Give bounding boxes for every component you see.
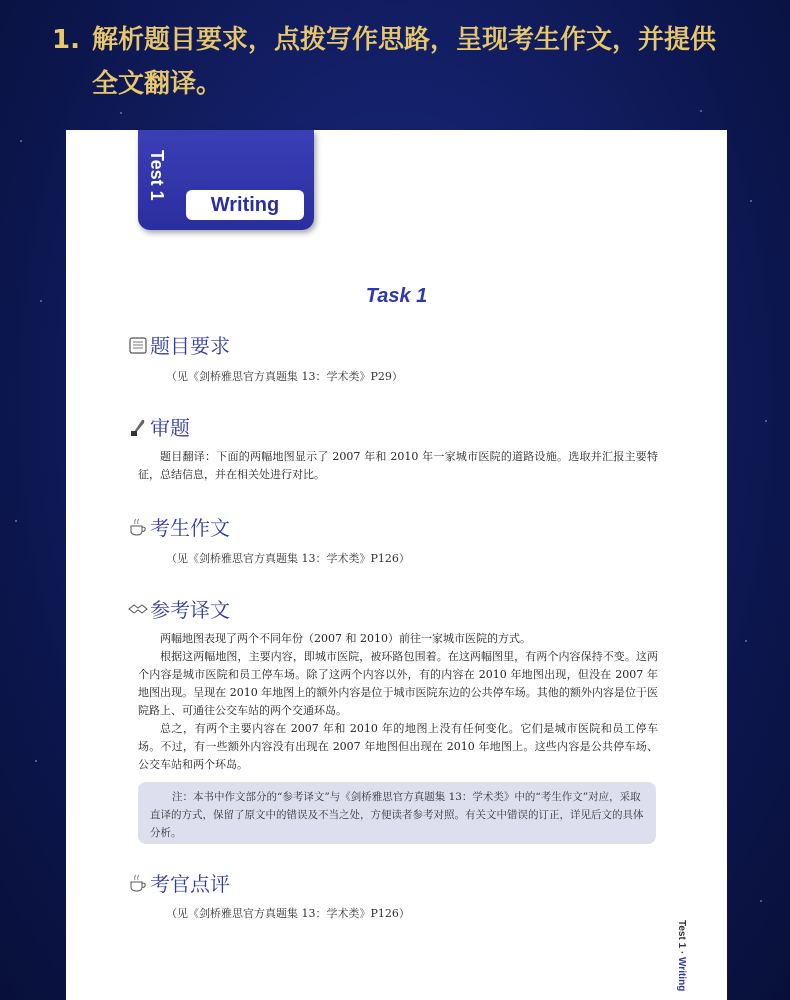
section-translation-heading: [128, 594, 230, 623]
header-text-1: 解析题目要求，点拨写作思路，呈现考生作文，并提供: [92, 25, 717, 55]
review-text: [138, 448, 658, 484]
section-examiner-title: 考官点评: [150, 872, 230, 896]
writing-label: Writing: [186, 190, 304, 220]
translation-text: [138, 630, 658, 774]
side-running-header: [676, 920, 687, 991]
background-star: [20, 140, 22, 142]
section-requirements-title: 题目要求: [150, 334, 230, 358]
test-tab: [138, 130, 314, 230]
side-test-label: Test 1 ·: [676, 920, 687, 958]
section-requirements-heading: [128, 330, 230, 359]
background-star: [700, 110, 702, 112]
background-star: [35, 760, 37, 762]
coffee-cup-icon: [128, 873, 148, 893]
section-essay-title: 考生作文: [150, 516, 230, 540]
requirements-reference: （见《剑桥雅思官方真题集 13：学术类》P29）: [166, 370, 403, 383]
section-review-title: 审题: [150, 416, 190, 440]
background-star: [760, 900, 762, 902]
notepad-icon: [128, 335, 148, 355]
translation-paragraph-1: 两幅地图表现了两个不同年份（2007 和 2010）前往一家城市医院的方式。: [160, 632, 531, 645]
background-star: [745, 640, 747, 642]
translation-note: 注：本书中作文部分的“参考译文”与《剑桥雅思官方真题集 13：学术类》中的“考生作文”对应，采取直译的方式，保留了原文中的错误及不当之处，方便读者参考对照。有关文中错误的订正，详见后文的具体分析。: [150, 791, 644, 839]
header-line-1: [52, 18, 752, 62]
task-title: Task 1: [365, 285, 428, 307]
section-essay-heading: [128, 512, 230, 541]
test-tab-title: Test 1: [147, 150, 167, 201]
section-translation-title: 参考译文: [150, 598, 230, 622]
background-star: [765, 420, 767, 422]
background-star: [120, 112, 122, 114]
handshake-icon: [128, 599, 148, 619]
book-page: [66, 130, 727, 1000]
section-review-heading: [128, 412, 190, 441]
background-star: [40, 300, 42, 302]
header-number: 1.: [52, 25, 80, 55]
background-star: [750, 200, 752, 202]
translation-paragraph-3: 总之，有两个主要内容在 2007 年和 2010 年的地图上没有任何变化。它们是城市医院和员工停车场。不过，有一些额外内容没有出现在 2007 年地图但出现在 2010 年地图上。这些内容是公共停车场、公交车站和两个环岛。: [138, 722, 658, 771]
coffee-cup-icon: [128, 517, 148, 537]
examiner-reference: （见《剑桥雅思官方真题集 13：学术类》P126）: [166, 907, 410, 920]
translation-note-box: [138, 782, 656, 844]
quill-pen-icon: [128, 417, 148, 437]
background-star: [15, 520, 17, 522]
essay-reference: （见《剑桥雅思官方真题集 13：学术类》P126）: [166, 552, 410, 565]
translation-paragraph-2: 根据这两幅地图，主要内容，即城市医院，被环路包围着。在这两幅图里，有两个内容保持不变。这两个内容是城市医院和员工停车场。除了这两个内容以外，有的内容在 2010 年地图出现，但没在 2007 年地图出现。呈现在 2010 年地图上的额外内容是位于城市医院东边的公共停车场。其他的额外内容是位于医院路上、可通往公交车站的两个交通环岛。: [138, 650, 658, 717]
page-header: [52, 18, 752, 106]
review-paragraph: 题目翻译：下面的两幅地图显示了 2007 年和 2010 年一家城市医院的道路设施。选取并汇报主要特征，总结信息，并在相关处进行对比。: [138, 450, 658, 481]
header-text-2: 全文翻译。: [92, 69, 223, 99]
section-examiner-heading: [128, 868, 230, 897]
side-writing-label: Writing: [676, 957, 687, 992]
